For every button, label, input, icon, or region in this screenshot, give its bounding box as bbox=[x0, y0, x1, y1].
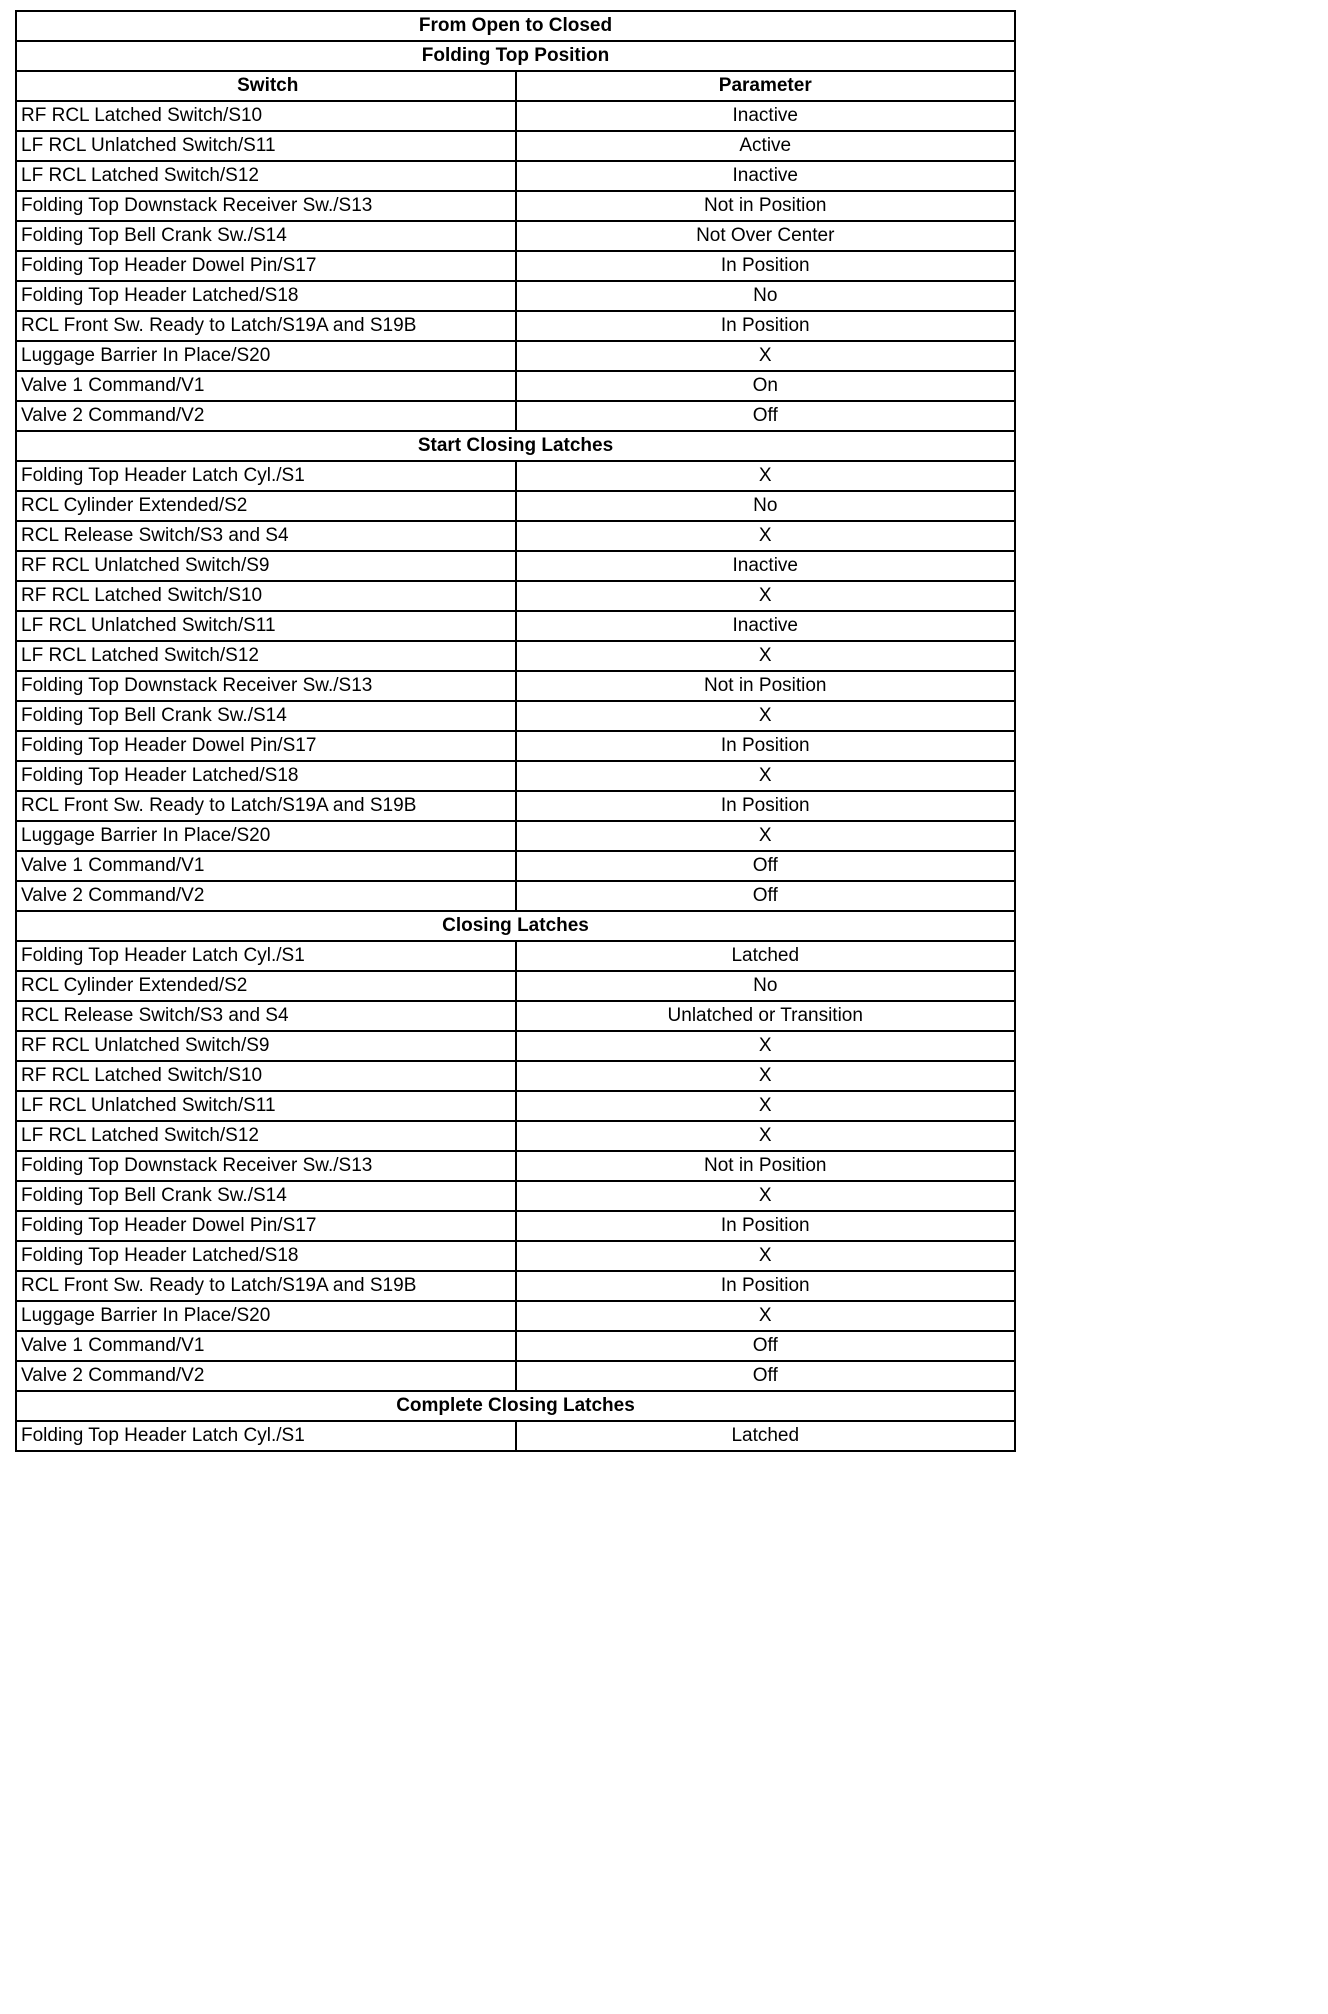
switch-cell: Folding Top Bell Crank Sw./S14 bbox=[16, 1181, 516, 1211]
parameter-cell: X bbox=[516, 701, 1016, 731]
table-row bbox=[16, 1301, 1015, 1331]
switch-cell: Valve 2 Command/V2 bbox=[16, 401, 516, 431]
parameter-cell: X bbox=[516, 581, 1016, 611]
switch-cell: LF RCL Unlatched Switch/S11 bbox=[16, 611, 516, 641]
parameter-cell: Inactive bbox=[516, 101, 1016, 131]
table-body bbox=[16, 11, 1015, 1451]
parameter-cell: In Position bbox=[516, 791, 1016, 821]
switch-cell: Luggage Barrier In Place/S20 bbox=[16, 821, 516, 851]
parameter-cell: X bbox=[516, 1031, 1016, 1061]
table-row bbox=[16, 701, 1015, 731]
parameter-cell: Off bbox=[516, 401, 1016, 431]
parameter-cell: X bbox=[516, 1181, 1016, 1211]
table-row bbox=[16, 551, 1015, 581]
switch-cell: LF RCL Latched Switch/S12 bbox=[16, 161, 516, 191]
parameter-cell: No bbox=[516, 971, 1016, 1001]
parameter-cell: In Position bbox=[516, 311, 1016, 341]
parameter-cell: X bbox=[516, 1301, 1016, 1331]
switch-cell: RCL Front Sw. Ready to Latch/S19A and S19B bbox=[16, 1271, 516, 1301]
parameter-cell: Inactive bbox=[516, 551, 1016, 581]
parameter-cell: No bbox=[516, 491, 1016, 521]
table-row bbox=[16, 1181, 1015, 1211]
section-title: Complete Closing Latches bbox=[16, 1391, 1015, 1421]
table-row bbox=[16, 611, 1015, 641]
parameter-cell: In Position bbox=[516, 1271, 1016, 1301]
switch-cell: Folding Top Downstack Receiver Sw./S13 bbox=[16, 191, 516, 221]
switch-cell: Folding Top Header Latch Cyl./S1 bbox=[16, 461, 516, 491]
table-row bbox=[16, 371, 1015, 401]
parameter-cell: X bbox=[516, 341, 1016, 371]
table-row bbox=[16, 581, 1015, 611]
table-row bbox=[16, 731, 1015, 761]
table-row bbox=[16, 1001, 1015, 1031]
table-row bbox=[16, 851, 1015, 881]
parameter-cell: In Position bbox=[516, 731, 1016, 761]
switch-cell: Valve 1 Command/V1 bbox=[16, 371, 516, 401]
parameter-cell: In Position bbox=[516, 251, 1016, 281]
table-row bbox=[16, 1361, 1015, 1391]
switch-cell: Valve 1 Command/V1 bbox=[16, 1331, 516, 1361]
switch-parameter-table bbox=[15, 10, 1016, 1452]
table-title-row bbox=[16, 11, 1015, 41]
switch-cell: RCL Front Sw. Ready to Latch/S19A and S19B bbox=[16, 311, 516, 341]
column-header-switch: Switch bbox=[16, 71, 516, 101]
parameter-cell: X bbox=[516, 821, 1016, 851]
parameter-cell: No bbox=[516, 281, 1016, 311]
parameter-cell: Not Over Center bbox=[516, 221, 1016, 251]
parameter-cell: X bbox=[516, 461, 1016, 491]
section-title: Start Closing Latches bbox=[16, 431, 1015, 461]
parameter-cell: Latched bbox=[516, 941, 1016, 971]
table-row bbox=[16, 401, 1015, 431]
switch-cell: Luggage Barrier In Place/S20 bbox=[16, 341, 516, 371]
table-row bbox=[16, 101, 1015, 131]
table-row bbox=[16, 671, 1015, 701]
table-row bbox=[16, 311, 1015, 341]
parameter-cell: Not in Position bbox=[516, 1151, 1016, 1181]
parameter-cell: Active bbox=[516, 131, 1016, 161]
parameter-cell: X bbox=[516, 1061, 1016, 1091]
column-header-row bbox=[16, 71, 1015, 101]
section-row bbox=[16, 41, 1015, 71]
switch-cell: Folding Top Header Dowel Pin/S17 bbox=[16, 1211, 516, 1241]
table-row bbox=[16, 461, 1015, 491]
switch-cell: RF RCL Latched Switch/S10 bbox=[16, 581, 516, 611]
table-row bbox=[16, 521, 1015, 551]
table-row bbox=[16, 1151, 1015, 1181]
section-row bbox=[16, 431, 1015, 461]
parameter-cell: Inactive bbox=[516, 161, 1016, 191]
table-row bbox=[16, 1211, 1015, 1241]
switch-cell: RCL Front Sw. Ready to Latch/S19A and S19B bbox=[16, 791, 516, 821]
parameter-cell: Latched bbox=[516, 1421, 1016, 1451]
switch-cell: Folding Top Bell Crank Sw./S14 bbox=[16, 221, 516, 251]
table-row bbox=[16, 341, 1015, 371]
table-row bbox=[16, 1241, 1015, 1271]
switch-cell: RF RCL Latched Switch/S10 bbox=[16, 1061, 516, 1091]
table-row bbox=[16, 1331, 1015, 1361]
table-row bbox=[16, 251, 1015, 281]
table-row bbox=[16, 881, 1015, 911]
switch-cell: Folding Top Header Latched/S18 bbox=[16, 761, 516, 791]
switch-cell: Luggage Barrier In Place/S20 bbox=[16, 1301, 516, 1331]
table-row bbox=[16, 281, 1015, 311]
switch-cell: RF RCL Unlatched Switch/S9 bbox=[16, 1031, 516, 1061]
section-row bbox=[16, 911, 1015, 941]
table-row bbox=[16, 971, 1015, 1001]
table-row bbox=[16, 161, 1015, 191]
table-row bbox=[16, 191, 1015, 221]
switch-cell: Valve 2 Command/V2 bbox=[16, 1361, 516, 1391]
switch-cell: Folding Top Header Dowel Pin/S17 bbox=[16, 731, 516, 761]
switch-cell: RCL Cylinder Extended/S2 bbox=[16, 491, 516, 521]
switch-cell: Folding Top Header Latched/S18 bbox=[16, 1241, 516, 1271]
switch-cell: Folding Top Header Latched/S18 bbox=[16, 281, 516, 311]
parameter-cell: Unlatched or Transition bbox=[516, 1001, 1016, 1031]
parameter-cell: Off bbox=[516, 851, 1016, 881]
table-row bbox=[16, 131, 1015, 161]
table-row bbox=[16, 1271, 1015, 1301]
parameter-cell: Off bbox=[516, 881, 1016, 911]
parameter-cell: Inactive bbox=[516, 611, 1016, 641]
parameter-cell: X bbox=[516, 761, 1016, 791]
parameter-cell: Not in Position bbox=[516, 191, 1016, 221]
table-row bbox=[16, 1091, 1015, 1121]
section-row bbox=[16, 1391, 1015, 1421]
table-row bbox=[16, 791, 1015, 821]
switch-cell: RCL Release Switch/S3 and S4 bbox=[16, 1001, 516, 1031]
parameter-cell: Off bbox=[516, 1331, 1016, 1361]
table-row bbox=[16, 1031, 1015, 1061]
switch-cell: Folding Top Bell Crank Sw./S14 bbox=[16, 701, 516, 731]
table-row bbox=[16, 941, 1015, 971]
table-row bbox=[16, 761, 1015, 791]
switch-cell: RCL Cylinder Extended/S2 bbox=[16, 971, 516, 1001]
switch-cell: RF RCL Latched Switch/S10 bbox=[16, 101, 516, 131]
switch-cell: Folding Top Downstack Receiver Sw./S13 bbox=[16, 671, 516, 701]
table-row bbox=[16, 1061, 1015, 1091]
switch-cell: Folding Top Header Latch Cyl./S1 bbox=[16, 1421, 516, 1451]
parameter-cell: Off bbox=[516, 1361, 1016, 1391]
switch-cell: Folding Top Downstack Receiver Sw./S13 bbox=[16, 1151, 516, 1181]
table-row bbox=[16, 821, 1015, 851]
switch-cell: Folding Top Header Dowel Pin/S17 bbox=[16, 251, 516, 281]
switch-cell: LF RCL Latched Switch/S12 bbox=[16, 641, 516, 671]
column-header-parameter: Parameter bbox=[516, 71, 1016, 101]
switch-cell: RCL Release Switch/S3 and S4 bbox=[16, 521, 516, 551]
switch-cell: RF RCL Unlatched Switch/S9 bbox=[16, 551, 516, 581]
parameter-cell: Not in Position bbox=[516, 671, 1016, 701]
section-title: Folding Top Position bbox=[16, 41, 1015, 71]
table-row bbox=[16, 1421, 1015, 1451]
parameter-cell: X bbox=[516, 641, 1016, 671]
switch-cell: LF RCL Unlatched Switch/S11 bbox=[16, 1091, 516, 1121]
switch-cell: Folding Top Header Latch Cyl./S1 bbox=[16, 941, 516, 971]
table-title: From Open to Closed bbox=[16, 11, 1015, 41]
table-row bbox=[16, 1121, 1015, 1151]
switch-cell: Valve 1 Command/V1 bbox=[16, 851, 516, 881]
parameter-cell: On bbox=[516, 371, 1016, 401]
table-row bbox=[16, 221, 1015, 251]
parameter-cell: X bbox=[516, 1121, 1016, 1151]
switch-cell: LF RCL Latched Switch/S12 bbox=[16, 1121, 516, 1151]
parameter-cell: In Position bbox=[516, 1211, 1016, 1241]
table-row bbox=[16, 491, 1015, 521]
parameter-cell: X bbox=[516, 1241, 1016, 1271]
switch-cell: LF RCL Unlatched Switch/S11 bbox=[16, 131, 516, 161]
parameter-cell: X bbox=[516, 1091, 1016, 1121]
section-title: Closing Latches bbox=[16, 911, 1015, 941]
parameter-cell: X bbox=[516, 521, 1016, 551]
table-row bbox=[16, 641, 1015, 671]
switch-cell: Valve 2 Command/V2 bbox=[16, 881, 516, 911]
